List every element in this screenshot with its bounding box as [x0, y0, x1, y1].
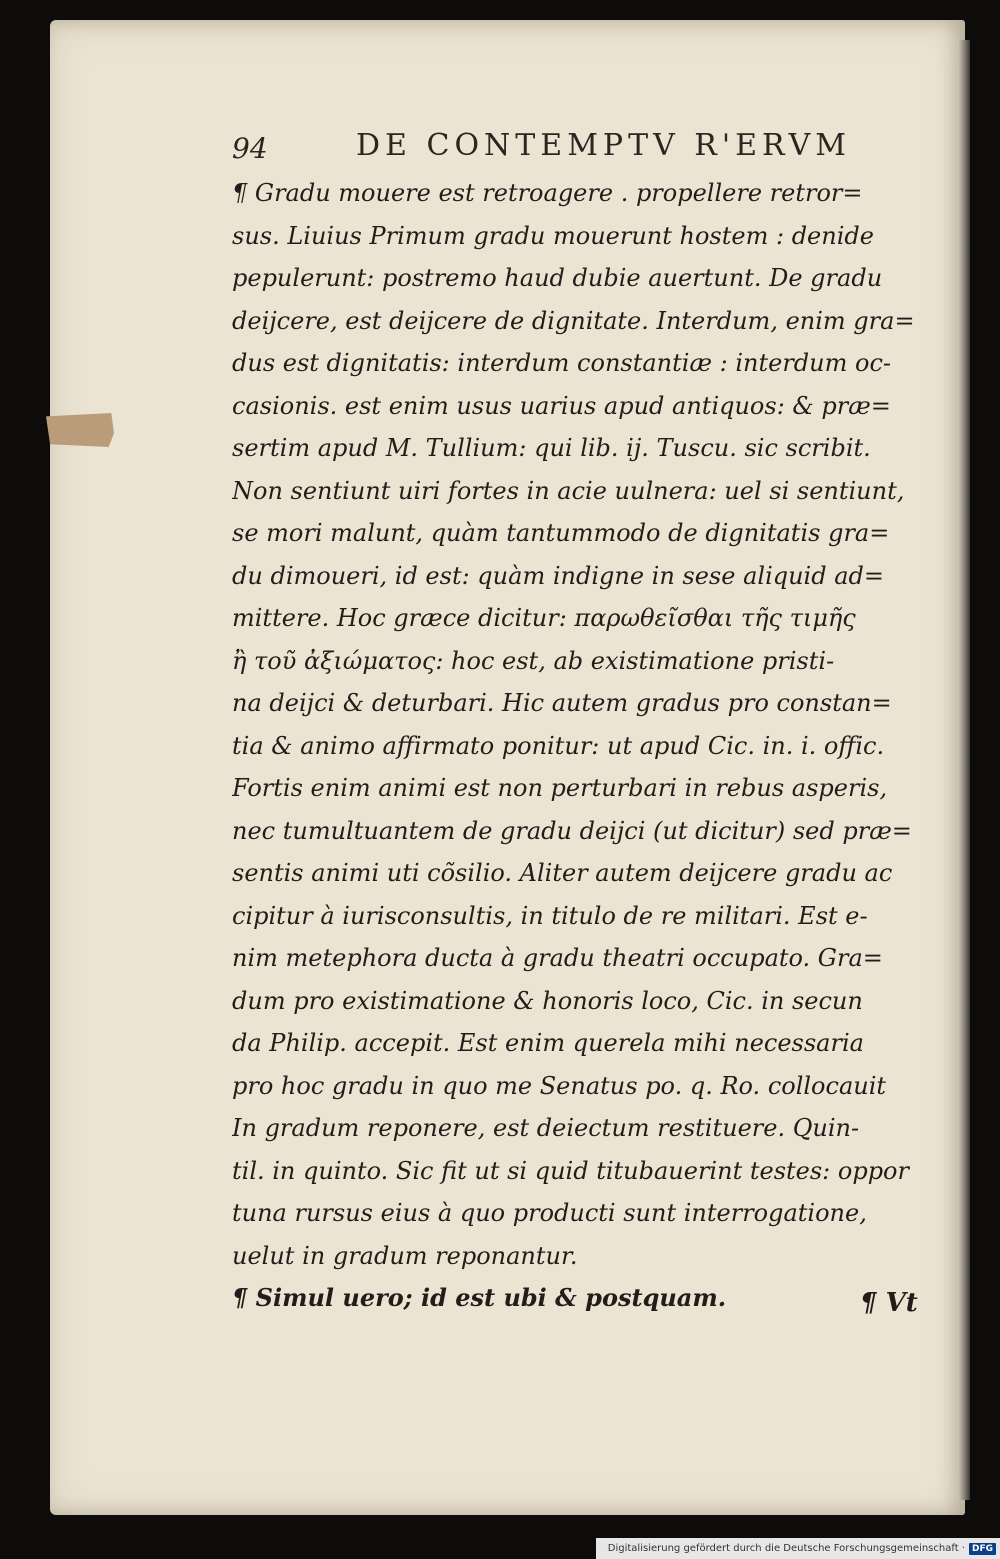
text-line: nec tumultuantem de gradu deijci (ut dicitur) sed præ= [232, 816, 912, 845]
text-line: ¶ Simul uero; id est ubi & postquam. [232, 1283, 727, 1312]
text-line: uelut in gradum reponantur. [232, 1241, 578, 1270]
text-line: sus. Liuius Primum gradu mouerunt hostem : denide [232, 221, 874, 250]
text-line: dus est dignitatis: interdum constantiæ : interdum oc- [232, 349, 892, 377]
text-line: tia & animo affirmato ponitur: ut apud Cic. in. i. offic. [232, 731, 885, 760]
text-line: ἢ τοῦ ἀξιώματος: hoc est, ab existimatione pristi- [232, 646, 835, 675]
text-line: nim metephora ducta à gradu theatri occupato. Gra= [232, 944, 883, 972]
text-line: da Philip. accepit. Est enim querela mihi necessaria [232, 1029, 864, 1057]
text-line: dum pro existimatione & honoris loco, Cic. in secun [232, 986, 863, 1015]
dfg-logo-icon: DFG [969, 1543, 996, 1555]
text-line: mittere. Hoc græce dicitur: παρωθεῖσθαι τῆς τιμῆς [232, 604, 856, 632]
funding-credit: Digitalisierung gefördert durch die Deutsche Forschungsgemeinschaft · [607, 1543, 965, 1554]
page-number: 94 [232, 132, 268, 165]
text-line: casionis. est enim usus uarius apud antiquos: & præ= [232, 391, 891, 420]
text-line: deijcere, est deijcere de dignitate. Interdum, enim gra= [232, 306, 915, 335]
text-line: til. in quinto. Sic fit ut si quid titubauerint testes: oppor [232, 1156, 909, 1185]
text-line: pro hoc gradu in quo me Senatus po. q. Ro. collocauit [232, 1071, 887, 1100]
text-line: Fortis enim animi est non perturbari in rebus asperis, [232, 774, 888, 802]
text-line: In gradum reponere, est deiectum restituere. Quin- [232, 1114, 860, 1142]
text-line: du dimoueri, id est: quàm indigne in sese aliquid ad= [232, 561, 885, 590]
text-line: sentis animi uti cõsilio. Aliter autem deijcere gradu ac [232, 859, 893, 887]
catchword: ¶ Vt [860, 1288, 918, 1318]
page-header [232, 128, 932, 168]
running-head: DE CONTEMPTV R'ERVM [356, 128, 851, 163]
paper-tab [46, 413, 114, 447]
page-edge [958, 40, 970, 1500]
text-body [232, 172, 932, 1320]
text-line: na deijci & deturbari. Hic autem gradus pro constan= [232, 689, 892, 717]
text-line: sertim apud M. Tullium: qui lib. ij. Tuscu. sic scribit. [232, 434, 871, 462]
text-line: Non sentiunt uiri fortes in acie uulnera: uel si sentiunt, [232, 476, 905, 505]
text-line: se mori malunt, quàm tantummodo de dignitatis gra= [232, 519, 890, 547]
footer-strip [596, 1538, 1000, 1559]
text-line: pepulerunt: postremo haud dubie auertunt. De gradu [232, 264, 883, 292]
text-line: ¶ Gradu mouere est retroagere . propellere retror= [232, 179, 863, 207]
text-line: cipitur à iurisconsultis, in titulo de re militari. Est e- [232, 901, 868, 930]
text-line: tuna rursus eius à quo producti sunt interrogatione, [232, 1199, 867, 1227]
